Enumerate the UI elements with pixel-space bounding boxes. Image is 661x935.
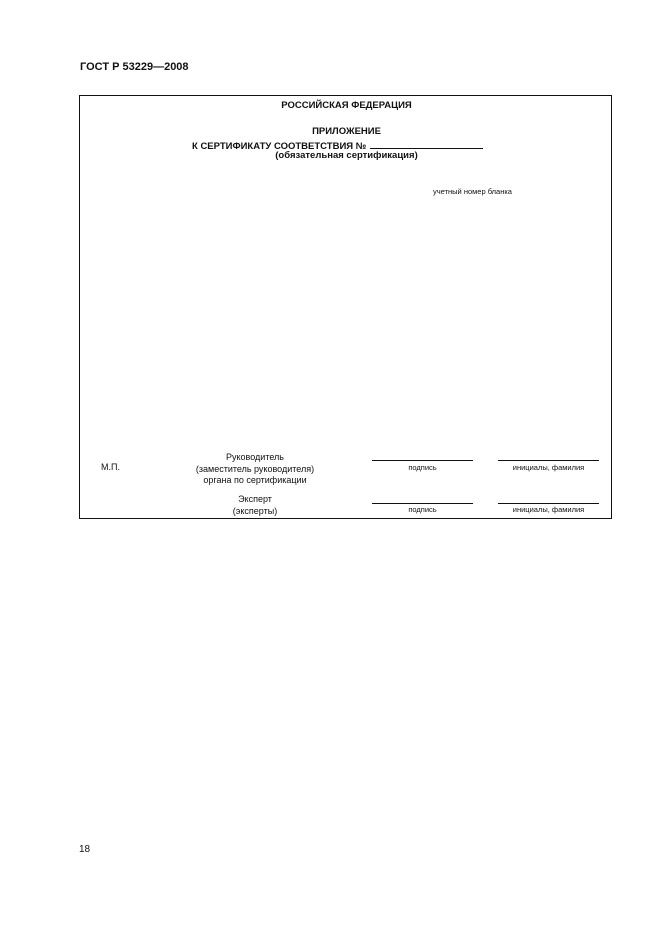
expert-initials-caption: инициалы, фамилия	[512, 505, 585, 514]
form-title: ПРИЛОЖЕНИЕ	[312, 126, 381, 137]
stamp-label: М.П.	[101, 462, 120, 472]
head-of-certification-body-label	[170, 452, 340, 487]
blank-number-label: учетный номер бланка	[433, 187, 512, 196]
document-standard-code: ГОСТ Р 53229—2008	[80, 61, 189, 73]
certificate-number-label: К СЕРТИФИКАТУ СООТВЕТСТВИЯ №	[192, 141, 367, 152]
certificate-number-blank	[370, 139, 483, 149]
head-label-line-1: Руководитель	[226, 452, 284, 462]
expert-initials-line	[498, 503, 599, 504]
head-signature-line	[372, 460, 473, 461]
expert-label-line-2: (эксперты)	[232, 505, 278, 516]
form-country: РОССИЙСКАЯ ФЕДЕРАЦИЯ	[281, 100, 412, 111]
expert-label-line-1: Эксперт	[238, 494, 272, 504]
head-initials-caption: инициалы, фамилия	[512, 463, 585, 472]
head-initials-line	[498, 460, 599, 461]
expert-signature-line	[372, 503, 473, 504]
page-number: 18	[79, 844, 91, 855]
expert-signature-caption: подпись	[408, 505, 437, 514]
certificate-appendix-form	[79, 95, 612, 519]
head-signature-caption: подпись	[408, 463, 437, 472]
head-label-line-2: (заместитель руководителя)	[195, 463, 315, 474]
head-label-line-3: органа по сертификации	[203, 475, 307, 485]
certification-type: (обязательная сертификация)	[275, 150, 418, 161]
expert-label	[170, 494, 340, 517]
